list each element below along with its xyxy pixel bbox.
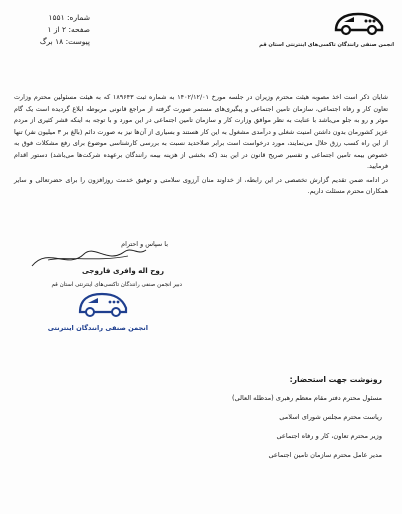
cc-item: ریاست محترم مجلس شورای اسلامی: [279, 413, 382, 421]
letter-body: [14, 92, 388, 200]
attachment-row: [8, 36, 90, 48]
cc-item: وزیر محترم تعاون، کار و رفاه اجتماعی: [276, 432, 382, 440]
car-logo-icon: [330, 8, 388, 38]
cc-title: رونوشت جهت استحضار:: [289, 375, 382, 384]
org-logo: [259, 8, 394, 54]
cc-item: مسئول محترم دفتر مقام معظم رهبری (مدظله العالی): [231, 394, 382, 402]
org-name: انجمن صنفی رانندگان تاکسی‌های اینترنتی استان قم: [259, 42, 394, 48]
number-value: ۱۵۵۱: [48, 13, 65, 22]
number-row: [8, 12, 90, 24]
number-label: شماره:: [67, 13, 90, 22]
body-paragraph-2: در ادامه ضمن تقدیم گزارش تخصصی در این رابطه، از خداوند منان آرزوی سلامتی و توفیق خدمت روزافزون را برای حضرتعالی و سایر همکاران محترم مسئلت داریم.: [14, 175, 388, 195]
signature-block: [28, 236, 248, 340]
stamp-car-icon: [76, 288, 132, 322]
attachment-label: پیوست:: [65, 37, 90, 46]
page-row: [8, 24, 90, 36]
signer-title: دبیر انجمن صنفی رانندگان تاکسی‌های اینترنتی استان قم: [51, 282, 182, 288]
signer-name: روح اله وافری فاروجی: [82, 266, 164, 275]
cc-list: [122, 370, 382, 465]
attachment-value: ۱۸ برگ: [39, 37, 64, 46]
closing-text: با سپاس و احترام: [121, 240, 168, 248]
page-value: ۲ از ۱: [47, 25, 67, 34]
stamp-text: انجمن صنفی رانندگان اینترنتی: [47, 324, 148, 332]
letter-meta: [8, 12, 90, 48]
page-label: صفحه:: [68, 25, 90, 34]
org-stamp: [47, 288, 148, 340]
cc-item: مدیر عامل محترم سازمان تامین اجتماعی: [268, 451, 382, 459]
body-paragraph-1: شایان ذکر است اخذ مصوبه هیئت محترم وزیران در جلسه مورخ ۱۴۰۲/۱۲/۰۱ به شماره ثبت ۱۸۹۶۴۳ که به هیئت مسئولین محترم وزارت تعاون کار و رفاه اجتماعی، سازمان تامین اجتماعی و پیگیری‌های مستمر صورت گرفته از مراجع قانونی مربوطه ابلاغ گردیده است یک گام موثر و رو به جلو می‌باشد با عنایت به نظر موافق وزارت کار و سازمان تامین اجتماعی در این مورد و با توجه به اینکه قشر کثیری از مردم عزیز کشورمان بدون داشتن امنیت شغلی و درآمدی مشغول به این کار هستند و بسیاری از آن‌ها نیز به صورت دائم (بالغ بر ۳ میلیون نفر) تنها از این راه کسب رزق حلال می‌نمایند، مورد درخواست است برابر صلاحدید نسبت به بررسی کارشناسی موضوع برای رفع مشکلات فوق به خصوص بیمه تامین اجتماعی و تفسیر صریح قانون در این بند (که بخشی از هزینه بیمه رانندگان برعهده شرکت‌ها می‌باشد) دستور اقدام فرمایید.: [14, 93, 389, 170]
